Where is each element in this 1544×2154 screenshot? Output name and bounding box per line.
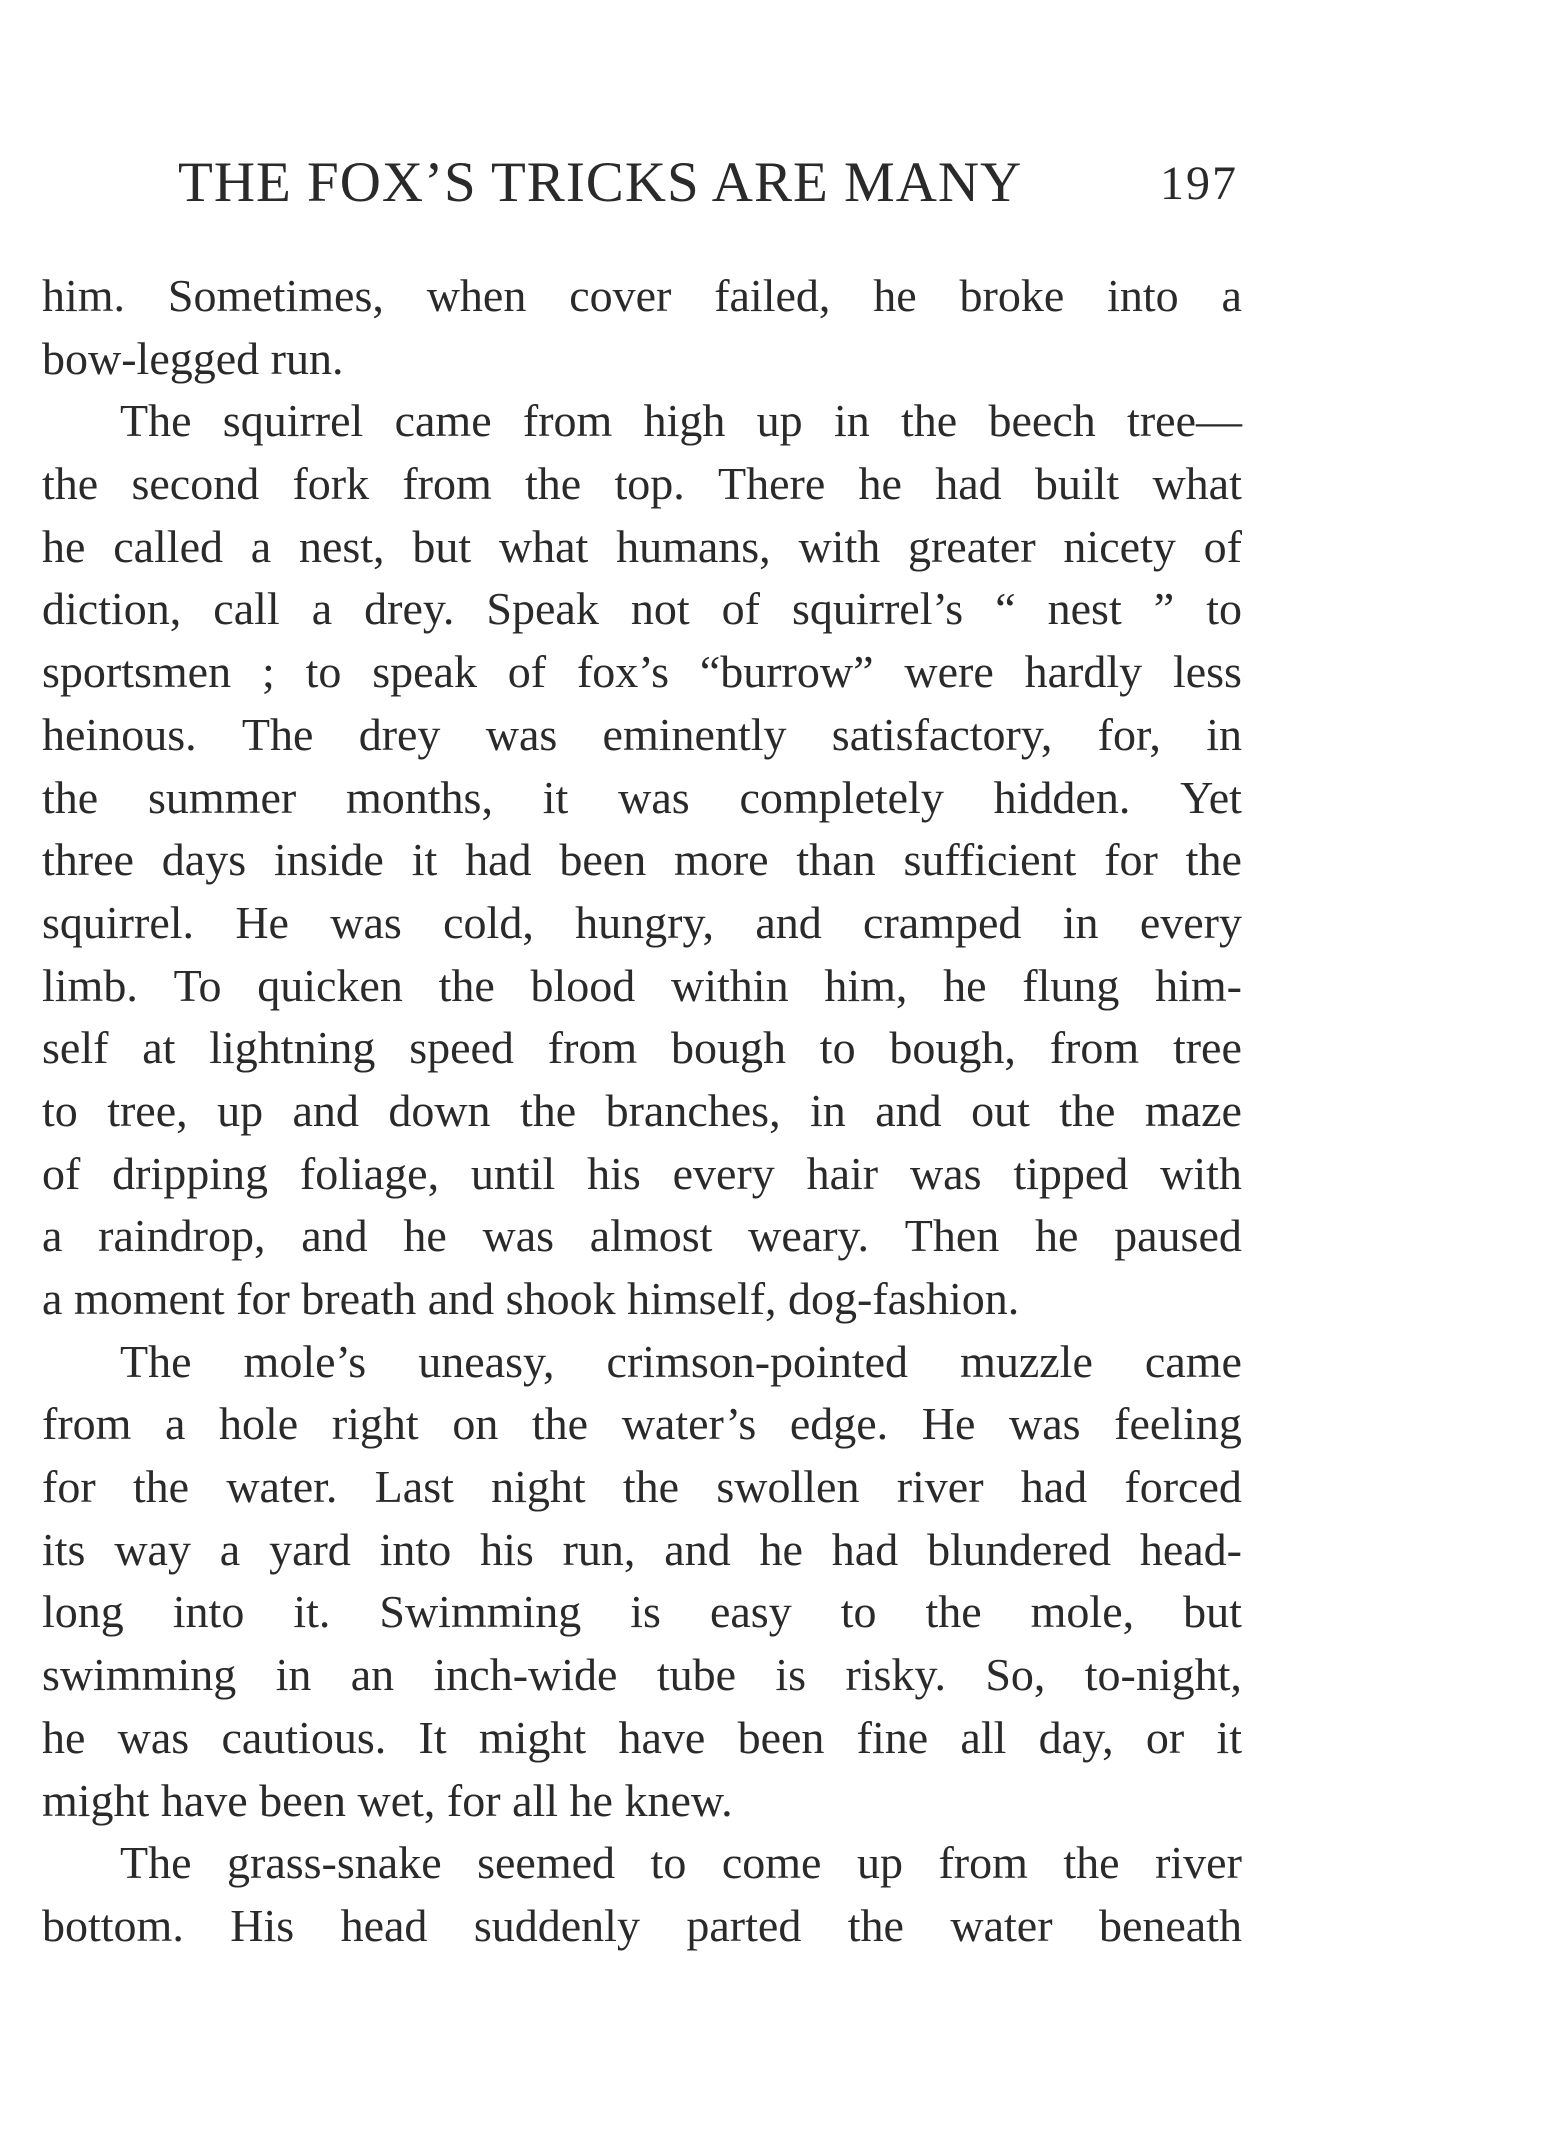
text-line: from a hole right on the water’s edge. He was feeling — [42, 1398, 1242, 1450]
body-text — [42, 265, 1242, 1958]
text-line: three days inside it had been more than sufficient for the — [42, 834, 1242, 886]
text-line: bow-legged run. — [42, 332, 344, 384]
text-line: to tree, up and down the branches, in and out the maze — [42, 1084, 1242, 1136]
text-line: sportsmen ; to speak of fox’s “burrow” were hardly less — [42, 646, 1242, 698]
running-title: THE FOX’S TRICKS ARE MANY — [178, 151, 1023, 214]
text-line: he called a nest, but what humans, with greater nicety of — [42, 520, 1242, 572]
text-line: heinous. The drey was eminently satisfactory, for, in — [42, 708, 1242, 760]
paragraph — [42, 265, 1242, 390]
text-line: swimming in an inch-wide tube is risky. So, to-night, — [42, 1649, 1242, 1701]
text-line: self at lightning speed from bough to bough, from tree — [42, 1022, 1242, 1074]
text-line: limb. To quicken the blood within him, he flung him- — [42, 959, 1242, 1011]
text-line: diction, call a drey. Speak not of squirrel’s “ nest ” to — [42, 583, 1242, 635]
text-line: bottom. His head suddenly parted the water beneath — [42, 1899, 1242, 1951]
text-line: The mole’s uneasy, crimson-pointed muzzle came — [120, 1335, 1242, 1387]
text-line: a raindrop, and he was almost weary. Then he paused — [42, 1210, 1242, 1262]
text-line: squirrel. He was cold, hungry, and cramped in every — [42, 896, 1242, 948]
paragraph — [42, 1331, 1242, 1833]
paragraph — [42, 390, 1242, 1330]
text-line: a moment for breath and shook himself, dog-fashion. — [42, 1273, 1020, 1324]
text-line: long into it. Swimming is easy to the mole, but — [42, 1586, 1242, 1638]
page-header — [178, 150, 1238, 230]
text-line: might have been wet, for all he knew. — [42, 1774, 733, 1826]
text-line: he was cautious. It might have been fine all day, or it — [42, 1711, 1242, 1763]
text-line: the second fork from the top. There he had built what — [42, 458, 1242, 510]
text-line: him. Sometimes, when cover failed, he broke into a — [42, 270, 1242, 321]
paragraph — [42, 1832, 1242, 1957]
text-line: The grass-snake seemed to come up from the river — [120, 1837, 1242, 1889]
page-number: 197 — [1160, 157, 1238, 210]
text-line: its way a yard into his run, and he had blundered head- — [42, 1523, 1242, 1575]
text-line: for the water. Last night the swollen river had forced — [42, 1461, 1242, 1513]
text-line: The squirrel came from high up in the beech tree— — [120, 395, 1242, 447]
text-line: of dripping foliage, until his every hair was tipped with — [42, 1147, 1242, 1199]
text-line: the summer months, it was completely hidden. Yet — [42, 771, 1242, 823]
